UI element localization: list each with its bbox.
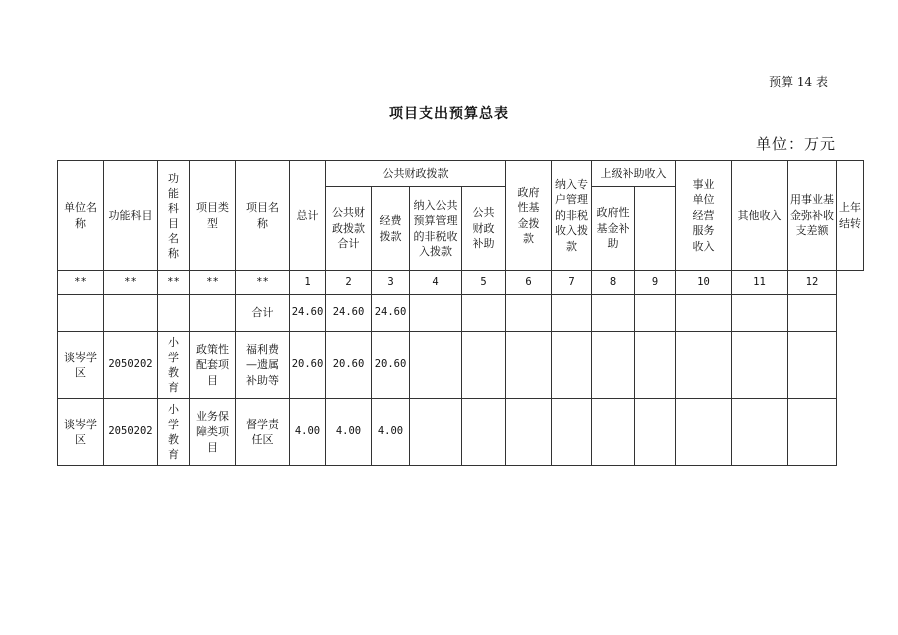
index-cell: 3 [372,271,410,295]
header-fund-cover: 用事业基金弥补收支差额 [788,161,837,271]
total-label: 合计 [236,295,290,332]
cell-total: 4.00 [290,399,326,466]
unit-label: 单位：万元 [755,135,836,153]
header-carryover: 上年结转 [837,161,864,271]
page-title: 项目支出预算总表 [389,106,509,122]
index-cell: ** [58,271,104,295]
header-func-subject: 功能科目 [104,161,158,271]
index-cell: 2 [326,271,372,295]
cell-total: 20.60 [290,332,326,399]
cell-project-type: 政策性配套项目 [190,332,236,399]
index-cell: 10 [676,271,732,295]
cell-unit: 谈岑学区 [58,399,104,466]
cell-project-type: 业务保障类项目 [190,399,236,466]
index-cell: 6 [506,271,552,295]
header-project-type: 项目类型 [190,161,236,271]
cell-public-finance: 4.00 [326,399,372,466]
index-cell: 8 [592,271,635,295]
total-row [58,295,864,332]
header-upper-public-finance: 公共财政补助 [462,187,506,271]
index-cell: 12 [788,271,837,295]
header-row [58,161,864,187]
cell-project-name: 福利费—遗属补助等 [236,332,290,399]
cell-project-name: 督学责任区 [236,399,290,466]
header-public-finance-total: 公共财政拨款合计 [326,187,372,271]
index-cell: 4 [410,271,462,295]
index-cell: 1 [290,271,326,295]
total-sum: 24.60 [290,295,326,332]
index-row [58,271,864,295]
cell-operating-funds: 20.60 [372,332,410,399]
header-project-name: 项目名称 [236,161,290,271]
header-unit-name: 单位名称 [58,161,104,271]
header-func-subject-name: 功能科目名称 [158,161,190,271]
index-cell: 9 [635,271,676,295]
table-row [58,399,864,466]
header-upper-gov-fund: 政府性基金补助 [592,187,635,271]
cell-operating-funds: 4.00 [372,399,410,466]
header-gov-fund: 政府性基金拨款 [506,161,552,271]
budget-table [57,160,864,466]
index-cell: ** [190,271,236,295]
index-cell: ** [236,271,290,295]
header-operating-funds: 经费拨款 [372,187,410,271]
table-number-tag: 预算 14 表 [769,75,828,89]
header-public-finance-group: 公共财政拨款 [326,161,506,187]
header-total: 总计 [290,161,326,271]
cell-code: 2050202 [104,332,158,399]
index-cell: 5 [462,271,506,295]
cell-subject-name: 小学教育 [158,332,190,399]
index-cell: 7 [552,271,592,295]
header-other-income: 其他收入 [732,161,788,271]
header-business-income: 事业单位经营服务收入 [676,161,732,271]
cell-unit: 谈岑学区 [58,332,104,399]
header-upper-subsidy-group: 上级补助收入 [592,161,676,187]
table-row [58,332,864,399]
cell-public-finance: 20.60 [326,332,372,399]
total-operating-funds: 24.60 [372,295,410,332]
header-special-non-tax: 纳入专户管理的非税收入拨款 [552,161,592,271]
header-budget-non-tax: 纳入公共预算管理的非税收入拨款 [410,187,462,271]
cell-code: 2050202 [104,399,158,466]
total-public-finance: 24.60 [326,295,372,332]
index-cell: 11 [732,271,788,295]
cell-subject-name: 小学教育 [158,399,190,466]
index-cell: ** [158,271,190,295]
index-cell: ** [104,271,158,295]
